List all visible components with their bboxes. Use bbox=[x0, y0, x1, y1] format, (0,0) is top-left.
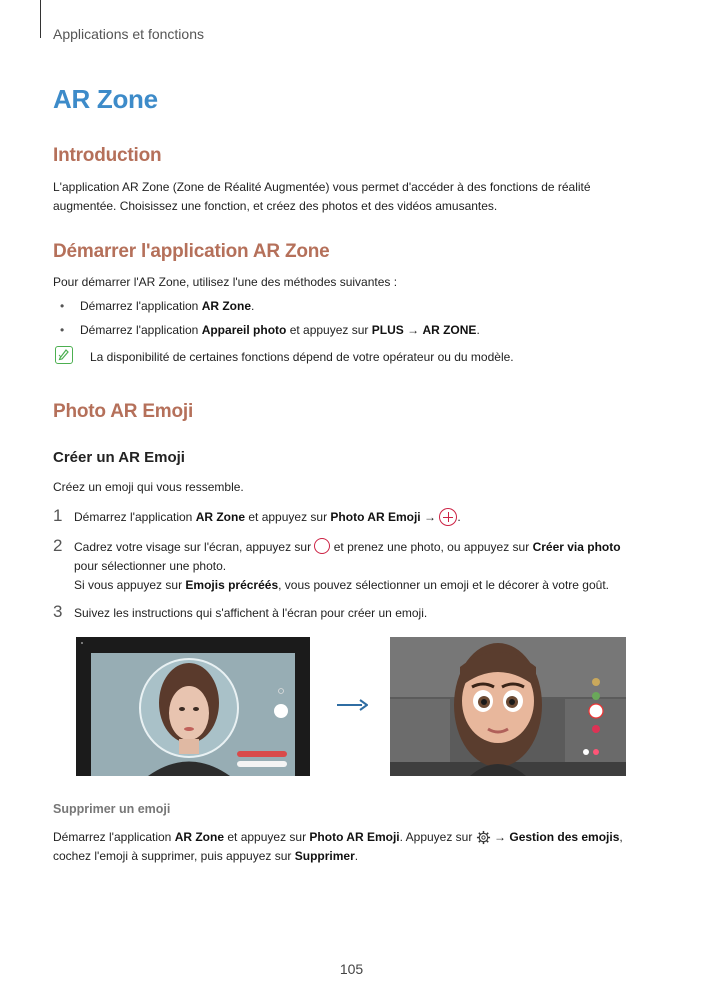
intro-paragraph bbox=[53, 178, 653, 216]
step-3: Suivez les instructions qui s'affichent à l'écran pour créer un emoji. bbox=[74, 606, 428, 620]
intro-line-1: L'application AR Zone (Zone de Réalité Augmentée) vous permet d'accéder à des fonctions de réalité bbox=[53, 180, 591, 194]
emoji-subheading: Créer un AR Emoji bbox=[53, 449, 185, 466]
header-rule bbox=[40, 0, 41, 38]
screenshot-face-capture bbox=[76, 637, 310, 776]
settings-gear-icon bbox=[476, 830, 491, 845]
intro-heading: Introduction bbox=[53, 145, 162, 166]
step-number: 3 bbox=[53, 602, 63, 621]
launch-lead: Pour démarrer l'AR Zone, utilisez l'une des méthodes suivantes : bbox=[53, 275, 398, 289]
shutter-icon bbox=[314, 538, 330, 554]
launch-heading: Démarrer l'application AR Zone bbox=[53, 241, 330, 262]
delete-heading: Supprimer un emoji bbox=[53, 802, 171, 816]
arrow-right-icon bbox=[336, 698, 368, 712]
note-text: La disponibilité de certaines fonctions dépend de votre opérateur ou du modèle. bbox=[90, 350, 514, 364]
bullet-dot: • bbox=[60, 323, 65, 337]
step-1: Démarrez l'application AR Zone et appuyez sur Photo AR Emoji → . bbox=[74, 510, 461, 524]
page-title: AR Zone bbox=[53, 84, 158, 114]
step-number: 1 bbox=[53, 506, 63, 525]
step-2: Cadrez votre visage sur l'écran, appuyez sur et prenez une photo, ou appuyez sur Créer via photo pour sélectionner une photo. Si vous appuyez sur Emojis précréés, vous pouvez sélectionner un emoji et le décorer à votre goût. bbox=[74, 540, 621, 592]
delete-paragraph: Démarrez l'application AR Zone et appuyez sur Photo AR Emoji. Appuyez sur → Gestion des emojis, cochez l'emoji à supprimer, puis appuyez sur Supprimer. bbox=[53, 830, 623, 863]
step-number: 2 bbox=[53, 536, 63, 555]
bullet-dot: • bbox=[60, 299, 65, 313]
note-icon bbox=[55, 346, 73, 364]
intro-line-2: augmentée. Choisissez une fonction, et créez des photos et des vidéos amusantes. bbox=[53, 199, 498, 213]
page-number: 105 bbox=[339, 961, 364, 977]
launch-bullet-2: Démarrez l'application Appareil photo et appuyez sur PLUS → AR ZONE. bbox=[80, 323, 480, 337]
running-header: Applications et fonctions bbox=[53, 26, 204, 42]
emoji-heading: Photo AR Emoji bbox=[53, 401, 194, 422]
add-plus-icon bbox=[439, 508, 457, 526]
screenshot-emoji-result bbox=[390, 637, 626, 776]
emoji-lead: Créez un emoji qui vous ressemble. bbox=[53, 480, 244, 494]
launch-bullet-1: Démarrez l'application AR Zone. bbox=[80, 299, 255, 313]
